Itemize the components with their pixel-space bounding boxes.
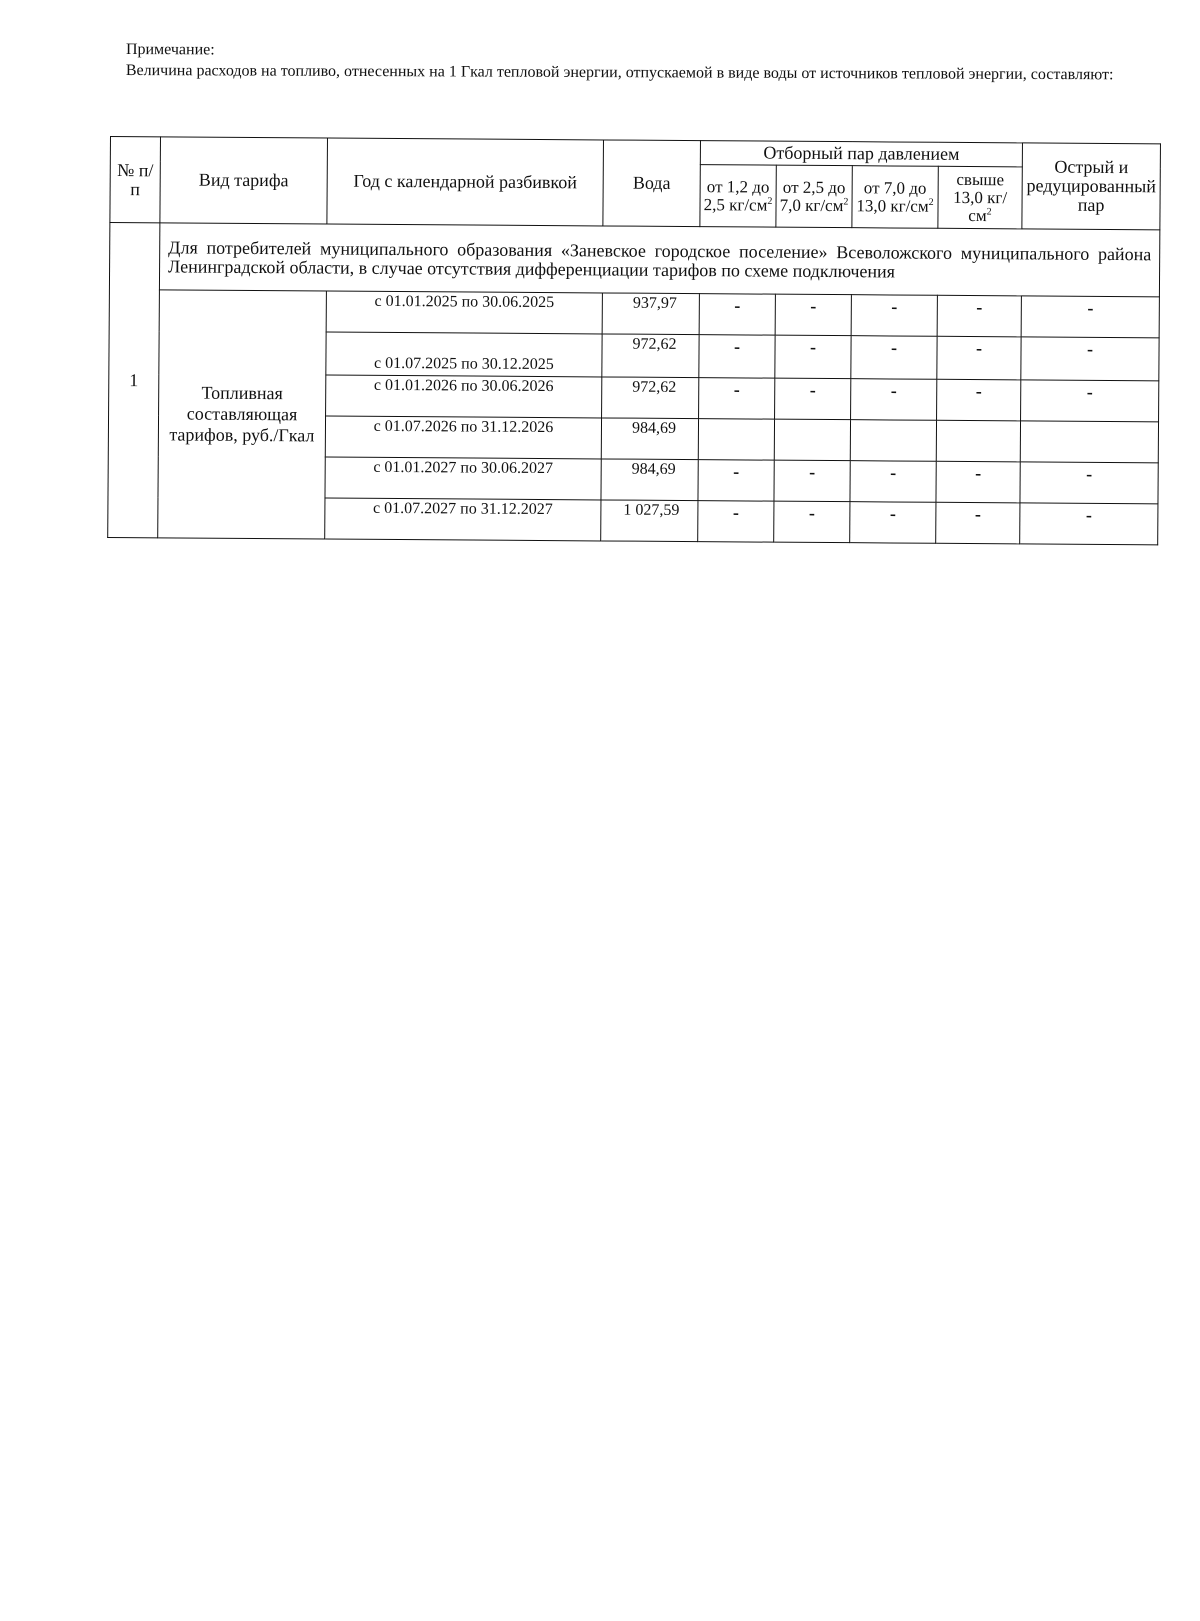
steam-3-value: - <box>850 461 936 503</box>
period-cell: с 01.07.2027 по 31.12.2027 <box>325 498 601 541</box>
steam-2-value: - <box>775 335 851 379</box>
steam-3-value: - <box>850 502 936 544</box>
steam-1-value: - <box>699 335 775 379</box>
water-value: 984,69 <box>601 418 698 460</box>
header-tariff-kind: Вид тарифа <box>160 137 328 224</box>
note-text: Величина расходов на топливо, отнесенных на 1 Гкал тепловой энергии, отпускаемой в виде воды от источников тепловой энергии, составляют: <box>125 61 1114 84</box>
water-value: 972,62 <box>602 377 699 419</box>
steam-2-value: - <box>775 294 851 336</box>
note-title: Примечание: <box>125 40 215 59</box>
steam-1-value: - <box>698 501 774 543</box>
steam-2-value <box>774 419 850 461</box>
tariff-table-wrapper <box>107 136 1160 545</box>
sharp-steam-value: - <box>1021 296 1159 338</box>
steam-1-value: - <box>698 460 774 502</box>
tariff-kind-cell: Топливная составляющая тарифов, руб./Гкал <box>158 290 327 539</box>
header-steam-1 <box>700 165 776 228</box>
header-year: Год с календарной разбивкой <box>327 138 604 226</box>
sharp-steam-value <box>1020 421 1158 463</box>
header-steam-group: Отборный пар давлением <box>700 141 1022 167</box>
table-row <box>109 289 1159 337</box>
water-value: 972,62 <box>602 334 699 378</box>
header-steam-4 <box>938 166 1022 229</box>
header-steam-2 <box>776 165 852 228</box>
steam-2-value: - <box>775 378 851 420</box>
header-steam-1-text: от 1,2 до 2,5 кг/см <box>703 176 770 215</box>
unit-superscript: 2 <box>928 196 934 208</box>
steam-2-value: - <box>774 501 850 543</box>
period-cell: с 01.01.2027 по 30.06.2027 <box>325 457 601 500</box>
unit-superscript: 2 <box>843 195 849 208</box>
steam-1-value: - <box>699 294 775 336</box>
steam-4-value: - <box>936 461 1020 503</box>
steam-1-value <box>698 419 774 461</box>
steam-3-value: - <box>851 336 937 380</box>
header-steam-4-text: свыше 13,0 кг/см <box>953 169 1008 225</box>
steam-4-value: - <box>937 379 1021 421</box>
note-block <box>126 40 1171 85</box>
steam-3-value: - <box>851 379 937 421</box>
sharp-steam-value: - <box>1021 337 1159 381</box>
sharp-steam-value: - <box>1021 380 1159 422</box>
row-number: 1 <box>108 223 160 538</box>
water-value: 937,97 <box>602 293 699 335</box>
steam-4-value: - <box>936 502 1020 544</box>
water-value: 1 027,59 <box>601 500 698 542</box>
steam-1-value: - <box>699 378 775 420</box>
steam-3-value <box>850 420 936 462</box>
steam-3-value: - <box>851 295 937 337</box>
steam-4-value <box>936 420 1020 462</box>
period-cell: с 01.01.2026 по 30.06.2026 <box>326 375 602 418</box>
header-water: Вода <box>603 140 701 227</box>
period-cell: с 01.07.2025 по 30.12.2025 <box>326 332 602 377</box>
header-steam-2-text: от 2,5 до 7,0 кг/см <box>779 177 846 215</box>
steam-2-value: - <box>774 460 850 502</box>
header-sharp-steam: Острый и редуцированный пар <box>1022 143 1161 230</box>
unit-superscript: 2 <box>986 205 992 218</box>
header-steam-3-text: от 7,0 до 13,0 кг/см <box>856 177 929 216</box>
steam-4-value: - <box>937 295 1021 337</box>
period-cell: с 01.07.2026 по 31.12.2026 <box>325 416 601 459</box>
water-value: 984,69 <box>601 459 698 501</box>
consumer-description: Для потребителей муниципального образования «Заневское городское поселение» Всеволожского муниципального района Ленинградской области, в случае отсутствия дифференциации тарифов по схеме подключения <box>159 223 1159 297</box>
header-steam-3 <box>852 166 938 229</box>
period-cell: с 01.01.2025 по 30.06.2025 <box>326 291 602 334</box>
sharp-steam-value: - <box>1020 462 1158 504</box>
unit-superscript: 2 <box>767 195 773 207</box>
tariff-table <box>107 136 1161 545</box>
steam-4-value: - <box>937 336 1021 380</box>
header-num: № п/п <box>110 137 161 223</box>
sharp-steam-value: - <box>1020 503 1158 545</box>
